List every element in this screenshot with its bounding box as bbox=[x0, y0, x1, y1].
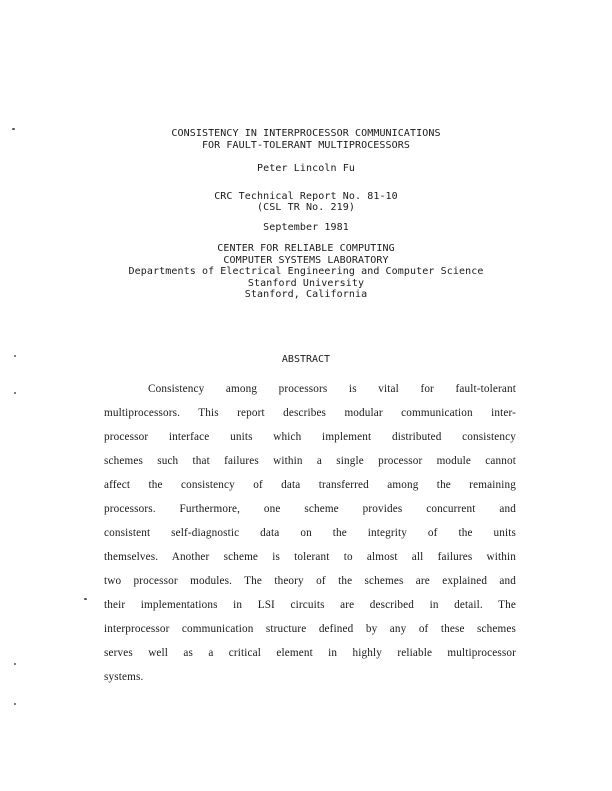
abstract-line: interprocessor communication structure defined by any of these schemes bbox=[104, 623, 516, 635]
scan-speck bbox=[14, 355, 16, 357]
abstract-line: serves well as a critical element in highly reliable multiprocessor bbox=[104, 647, 516, 659]
report-subnumber: (CSL TR No. 219) bbox=[257, 202, 355, 213]
affiliation-line-1: CENTER FOR RELIABLE COMPUTING bbox=[217, 243, 395, 254]
scan-speck bbox=[84, 598, 87, 600]
scan-speck bbox=[14, 392, 16, 394]
abstract-line: their implementations in LSI circuits are described in detail. The bbox=[104, 599, 516, 611]
abstract-heading: ABSTRACT bbox=[281, 354, 331, 365]
title-line-1: CONSISTENCY IN INTERPROCESSOR COMMUNICATIONS bbox=[171, 128, 441, 139]
abstract-line: processor interface units which implement distributed consistency bbox=[104, 431, 516, 443]
report-number: CRC Technical Report No. 81-10 bbox=[214, 190, 398, 202]
abstract-line: schemes such that failures within a single processor module cannot bbox=[104, 455, 516, 467]
abstract-line: Consistency among processors is vital for fault-tolerant bbox=[148, 383, 516, 395]
abstract-line: processors. Furthermore, one scheme provides concurrent and bbox=[104, 503, 516, 515]
abstract-line: themselves. Another scheme is tolerant to almost all failures within bbox=[104, 551, 516, 563]
abstract-line: two processor modules. The theory of the schemes are explained and bbox=[104, 575, 516, 587]
title-line-2: FOR FAULT-TOLERANT MULTIPROCESSORS bbox=[201, 139, 411, 151]
scan-speck bbox=[12, 128, 15, 130]
abstract-line: systems. bbox=[104, 671, 144, 683]
abstract-line: consistent self-diagnostic data on the integrity of the units bbox=[104, 527, 516, 539]
title-block bbox=[0, 128, 612, 301]
abstract-line: multiprocessors. This report describes modular communication inter- bbox=[104, 407, 516, 419]
scan-speck bbox=[14, 703, 16, 705]
scan-speck bbox=[14, 663, 16, 665]
report-date: September 1981 bbox=[263, 221, 349, 233]
abstract-body bbox=[104, 377, 516, 689]
affiliation-line-3: Departments of Electrical Engineering and Computer Science bbox=[128, 266, 484, 277]
affiliation-line-5: Stanford, California bbox=[244, 289, 368, 300]
affiliation-line-4: Stanford University bbox=[247, 277, 365, 289]
affiliation-line-2: COMPUTER SYSTEMS LABORATORY bbox=[223, 254, 389, 266]
abstract-line: affect the consistency of data transferred among the remaining bbox=[104, 479, 516, 491]
author-name: Peter Lincoln Fu bbox=[257, 163, 355, 174]
